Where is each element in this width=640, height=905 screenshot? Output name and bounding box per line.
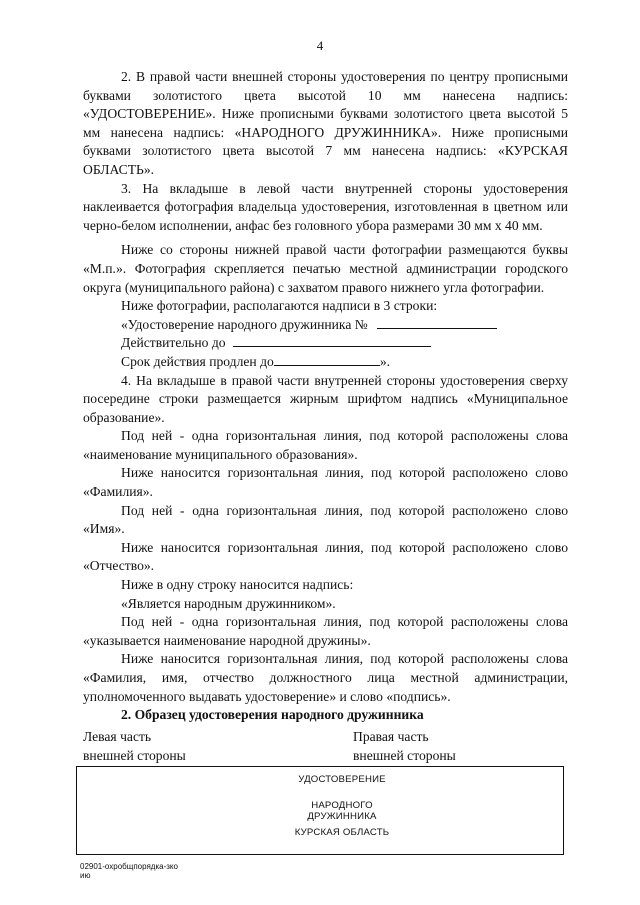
paragraph-12: Ниже наносится горизонтальная линия, под которой расположены слова «Фамилия, имя, отчество должностного лица местной администрации, уполномоченного выдавать удостоверение» и слово «подпись». [83, 651, 568, 704]
paragraph-3c: Ниже фотографии, располагаются надписи в 3 строки: [121, 298, 438, 314]
card-right-face-text [277, 767, 407, 854]
paragraph-6: Ниже наносится горизонтальная линия, под которой расположено слово «Фамилия». [83, 465, 568, 500]
form-line-3-label: Срок действия продлен до [121, 353, 274, 369]
right-side-label [353, 727, 456, 765]
paragraph-8: Ниже наносится горизонтальная линия, под которой расположено слово «Отчество». [83, 539, 568, 574]
paragraph-7: Под ней - одна горизонтальная линия, под которой расположено слово «Имя». [83, 502, 568, 537]
form-line-3 [83, 353, 568, 372]
page-number: 4 [316, 38, 324, 53]
form-line-2 [83, 334, 568, 353]
valid-until-blank [233, 334, 431, 347]
left-label-line-2: внешней стороны [83, 748, 186, 763]
form-line-2-label: Действительно до [121, 335, 226, 351]
paragraph-3b: Ниже со стороны нижней правой части фотографии размещаются буквы «М.п.». Фотография скрепляется печатью местной администрации городского округа (муниципального района) с захватом правого нижнего угла фотографии. [83, 242, 568, 295]
card-title: УДОСТОВЕРЕНИЕ [298, 774, 386, 785]
footer-code [80, 862, 178, 880]
left-label-line-1: Левая часть [83, 729, 152, 744]
card-region: КУРСКАЯ ОБЛАСТЬ [294, 827, 390, 838]
footer-line-2: ию [80, 871, 91, 880]
form-line-3-end: ». [379, 353, 391, 369]
paragraph-9: Ниже в одну строку наносится надпись: [121, 577, 354, 593]
left-side-label [83, 727, 186, 765]
number-blank [377, 316, 497, 329]
paragraph-4: 4. На вкладыше в правой части внутренней стороны удостоверения сверху посередине строки размещается жирным шрифтом надпись «Муниципальное образование». [83, 372, 568, 425]
document-body [83, 68, 568, 725]
section-title: 2. Образец удостоверения народного дружинника [121, 707, 424, 723]
form-line-1 [83, 316, 568, 335]
id-card-sample [76, 766, 564, 855]
card-subtitle: НАРОДНОГО ДРУЖИННИКА [307, 800, 377, 822]
paragraph-3: 3. На вкладыше в левой части внутренней стороны удостоверения наклеивается фотография владельца удостоверения, изготовленная в цветном или черно-белом исполнении, анфас без головного убора размерами 30 мм х 40 мм. [83, 180, 568, 233]
form-line-1-label: «Удостоверение народного дружинника № [121, 316, 368, 332]
paragraph-10: «Является народным дружинником». [121, 595, 336, 611]
right-label-line-1: Правая часть [353, 729, 429, 744]
right-label-line-2: внешней стороны [353, 748, 456, 763]
paragraph-5: Под ней - одна горизонтальная линия, под которой расположены слова «наименование муниципального образования». [83, 428, 568, 462]
extended-until-blank [274, 353, 380, 366]
paragraph-11: Под ней - одна горизонтальная линия, под которой расположены слова «указывается наименование народной дружины». [83, 614, 568, 648]
paragraph-2: 2. В правой части внешней стороны удостоверения по центру прописными буквами золотистого цвета высотой 10 мм нанесена надпись: «УДОСТОВЕРЕНИЕ». Ниже прописными буквами золотистого цвета высотой 5 мм нанесена надпись: «НАРОДНОГО ДРУЖИННИКА». Ниже прописными буквами золотистого цвета высотой 7 мм нанесена надпись: «КУРСКАЯ ОБЛАСТЬ». [83, 69, 568, 177]
footer-line-1: 02901-охробщпорядка-зко [80, 862, 178, 871]
